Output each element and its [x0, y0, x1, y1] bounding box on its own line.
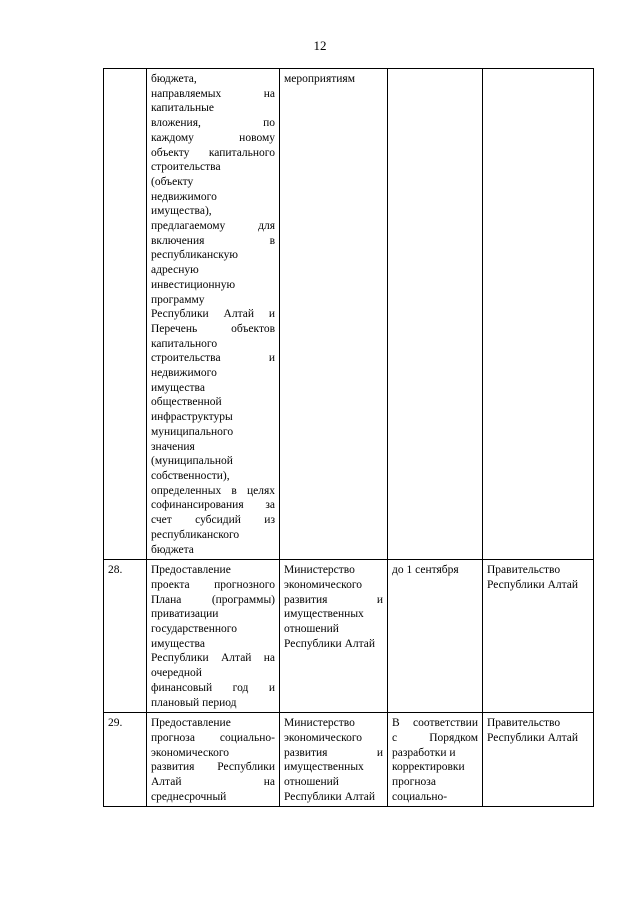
cell-line: значения: [151, 440, 195, 453]
cell-line: Республики Алтай и: [151, 308, 275, 321]
cell-line: очередной: [151, 667, 202, 680]
cell-line: проекта прогнозного: [151, 578, 275, 591]
cell-line: республиканскую: [151, 249, 238, 262]
cell-line: приватизации: [151, 608, 219, 621]
row-executor: [280, 69, 388, 560]
cell-line: имущественных: [284, 608, 364, 621]
cell-line: имущества),: [151, 205, 212, 218]
cell-line: с Порядком: [392, 731, 478, 744]
cell-line: В соответствии: [392, 717, 478, 730]
cell-line: капитальные: [151, 102, 215, 115]
cell-line: бюджета: [151, 543, 194, 556]
cell-line: Алтай на: [151, 776, 275, 789]
table-row: [104, 713, 594, 807]
cell-line: строительства и: [151, 352, 275, 365]
cell-line: отношений: [284, 776, 339, 789]
cell-line: бюджета,: [151, 73, 197, 85]
cell-line: недвижимого: [151, 190, 217, 203]
cell-line: недвижимого: [151, 367, 217, 380]
row-deadline: [388, 713, 483, 807]
cell-line: адресную: [151, 264, 199, 277]
row-recipient: [483, 560, 594, 713]
cell-line: отношений: [284, 623, 339, 636]
cell-line: Правительство: [487, 717, 561, 730]
cell-line: собственности),: [151, 469, 230, 482]
page-number: 12: [313, 38, 327, 53]
cell-line: имущества: [151, 637, 205, 650]
cell-line: Республики Алтай на: [151, 652, 275, 665]
cell-line: Правительство: [487, 564, 561, 577]
cell-line: мероприятиям: [284, 73, 355, 85]
table-row: [104, 69, 594, 560]
cell-line: прогноза социально-: [151, 731, 275, 744]
cell-line: вложения, по: [151, 117, 275, 130]
row-number: [104, 69, 147, 560]
cell-line: строительства: [151, 161, 221, 174]
cell-line: развития Республики: [151, 761, 275, 774]
cell-line: Республики Алтай: [487, 578, 579, 591]
cell-line: счет субсидий из: [151, 514, 275, 527]
row-description: [147, 69, 280, 560]
cell-line: инвестиционную: [151, 278, 236, 291]
cell-line: (муниципальной: [151, 455, 233, 468]
plan-table-body: [104, 69, 594, 807]
cell-line: экономического: [284, 578, 363, 591]
cell-line: общественной: [151, 396, 222, 409]
cell-line: Министерство: [284, 717, 355, 730]
cell-line: экономического: [151, 746, 230, 759]
row-description: [147, 713, 280, 807]
row-recipient: [483, 713, 594, 807]
row-executor: [280, 713, 388, 807]
cell-line: развития и: [284, 746, 383, 759]
cell-line: Перечень объектов: [151, 322, 275, 335]
cell-line: имущественных: [284, 761, 364, 774]
row-number: 29.: [104, 713, 147, 807]
cell-line: Республики Алтай: [284, 637, 376, 650]
cell-line: Республики Алтай: [284, 790, 376, 803]
cell-line: Республики Алтай: [487, 731, 579, 744]
cell-line: программу: [151, 293, 205, 306]
cell-line: социально-: [392, 790, 448, 803]
cell-line: (объекту: [151, 175, 194, 188]
row-deadline: [388, 560, 483, 713]
cell-line: имущества: [151, 381, 205, 394]
cell-line: прогноза: [392, 776, 436, 789]
cell-line: корректировки: [392, 761, 465, 774]
cell-line: финансовый год и: [151, 681, 275, 694]
cell-line: до 1 сентября: [392, 564, 459, 577]
cell-line: предлагаемому для: [151, 220, 275, 233]
cell-line: направляемых на: [151, 87, 275, 100]
cell-line: Министерство: [284, 564, 355, 577]
cell-line: капитального: [151, 337, 218, 350]
cell-line: развития и: [284, 593, 383, 606]
plan-table: [103, 68, 594, 807]
cell-line: каждому новому: [151, 131, 275, 144]
row-recipient: [483, 69, 594, 560]
cell-line: государственного: [151, 623, 237, 636]
row-description: [147, 560, 280, 713]
cell-line: Плана (программы): [151, 593, 275, 606]
cell-line: софинансирования за: [151, 499, 275, 512]
row-number: 28.: [104, 560, 147, 713]
cell-line: Предоставление: [151, 717, 231, 730]
cell-line: экономического: [284, 731, 363, 744]
cell-line: разработки и: [392, 746, 456, 759]
cell-line: Предоставление: [151, 564, 231, 577]
cell-line: среднесрочный: [151, 790, 227, 803]
row-executor: [280, 560, 388, 713]
row-deadline: [388, 69, 483, 560]
cell-line: объекту капитального: [151, 146, 275, 159]
cell-line: муниципального: [151, 425, 234, 438]
table-row: [104, 560, 594, 713]
cell-line: инфраструктуры: [151, 411, 233, 424]
cell-line: включения в: [151, 234, 275, 247]
cell-line: республиканского: [151, 528, 240, 541]
cell-line: определенных в целях: [151, 484, 275, 497]
cell-line: плановый период: [151, 696, 237, 709]
